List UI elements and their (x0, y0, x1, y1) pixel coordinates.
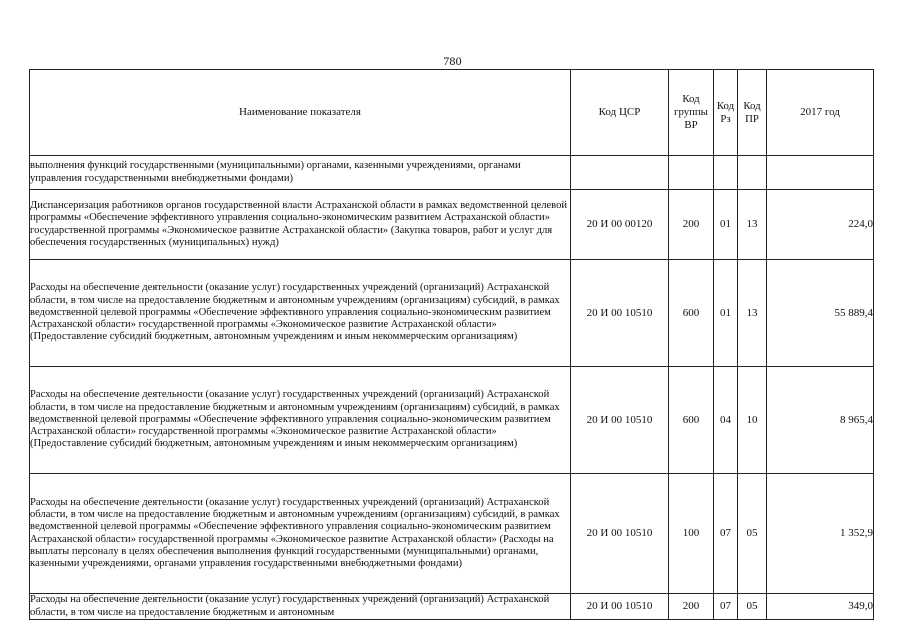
row-code-csr: 20 И 00 10510 (571, 367, 669, 474)
row-amount: 8 965,4 (767, 367, 874, 474)
row-code-rz (714, 156, 738, 190)
table-row (30, 260, 874, 367)
table-header-row (30, 70, 874, 156)
row-name: выполнения функций государственными (муниципальными) органами, казенными учреждениями, органами управления государственными внебюджетными фондами) (30, 156, 571, 190)
row-amount: 349,0 (767, 594, 874, 620)
row-name: Расходы на обеспечение деятельности (оказание услуг) государственных учреждений (организаций) Астраханской области, в том числе на предоставление бюджетным и автономным учреждениям (организациям) субсидий, в рамках ведомственной целевой программы «Обеспечение эффективного управления социально-экономическим развитием Астраханской области» государственной программы «Экономическое развитие Астраханской области» (Расходы на выплаты персоналу в целях обеспечения выполнения функций государственными (муниципальными) органами, казенными учреждениями, органами управления государственными внебюджетными фондами) (30, 474, 571, 594)
row-amount (767, 156, 874, 190)
table-row (30, 594, 874, 620)
row-code-vr (669, 156, 714, 190)
row-amount: 224,0 (767, 190, 874, 260)
header-vr: Код группы ВР (669, 70, 714, 156)
row-amount: 1 352,9 (767, 474, 874, 594)
table-row (30, 367, 874, 474)
row-code-pr: 05 (738, 594, 767, 620)
page-number: 780 (443, 54, 462, 68)
row-code-pr (738, 156, 767, 190)
header-year: 2017 год (767, 70, 874, 156)
table-row (30, 156, 874, 190)
row-code-vr: 200 (669, 190, 714, 260)
row-code-csr: 20 И 00 10510 (571, 594, 669, 620)
row-name: Расходы на обеспечение деятельности (оказание услуг) государственных учреждений (организаций) Астраханской области, в том числе на предоставление бюджетным и автономным учреждениям (организациям) субсидий, в рамках ведомственной целевой программы «Обеспечение эффективного управления социально-экономическим развитием Астраханской области» государственной программы «Экономическое развитие Астраханской области» (Предоставление субсидий бюджетным, автономным учреждениям и иным некоммерческим организациям) (30, 260, 571, 367)
row-code-rz: 01 (714, 260, 738, 367)
budget-table (29, 69, 874, 620)
row-code-vr: 200 (669, 594, 714, 620)
row-code-csr: 20 И 00 10510 (571, 260, 669, 367)
table-body (30, 156, 874, 620)
row-name: Расходы на обеспечение деятельности (оказание услуг) государственных учреждений (организаций) Астраханской области, в том числе на предоставление бюджетным и автономным учреждениям (организациям) субсидий, в рамках ведомственной целевой программы «Обеспечение эффективного управления социально-экономическим развитием Астраханской области» государственной программы «Экономическое развитие Астраханской области» (Предоставление субсидий бюджетным, автономным учреждениям и иным некоммерческим организациям) (30, 367, 571, 474)
row-code-pr: 13 (738, 190, 767, 260)
row-code-vr: 600 (669, 260, 714, 367)
row-amount: 55 889,4 (767, 260, 874, 367)
row-code-vr: 600 (669, 367, 714, 474)
row-code-rz: 01 (714, 190, 738, 260)
row-name: Расходы на обеспечение деятельности (оказание услуг) государственных учреждений (организаций) Астраханской области, в том числе на предоставление бюджетным и автономным (30, 594, 571, 620)
row-code-csr: 20 И 00 10510 (571, 474, 669, 594)
row-code-rz: 07 (714, 594, 738, 620)
table-row (30, 190, 874, 260)
row-code-pr: 13 (738, 260, 767, 367)
row-code-csr: 20 И 00 00120 (571, 190, 669, 260)
header-csr: Код ЦСР (571, 70, 669, 156)
table-row (30, 474, 874, 594)
row-code-vr: 100 (669, 474, 714, 594)
header-pr: Код ПР (738, 70, 767, 156)
row-code-rz: 04 (714, 367, 738, 474)
header-rz: Код Рз (714, 70, 738, 156)
row-code-pr: 05 (738, 474, 767, 594)
header-name: Наименование показателя (30, 70, 571, 156)
row-name: Диспансеризация работников органов государственной власти Астраханской области в рамках ведомственной целевой программы «Обеспечение эффективного управления социально-экономическим развитием Астраханской области» государственной программы «Экономическое развитие Астраханской области» (Закупка товаров, работ и услуг для обеспечения государственных (муниципальных) нужд) (30, 190, 571, 260)
row-code-pr: 10 (738, 367, 767, 474)
row-code-rz: 07 (714, 474, 738, 594)
row-code-csr (571, 156, 669, 190)
